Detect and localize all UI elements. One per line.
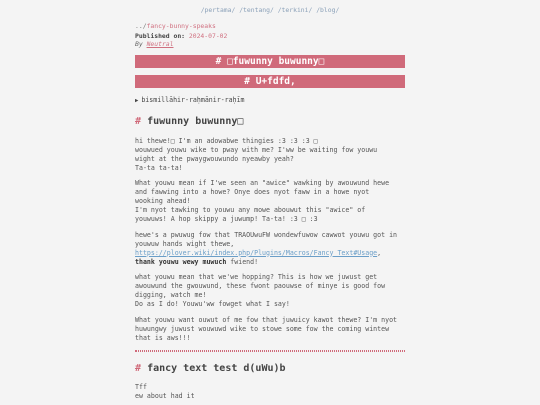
thanks-bold: thank youwu wewy muwuch [135,257,227,266]
published-date: 2024-07-02 [188,31,228,40]
paragraph-3: hewe's a pwuwug fow that TRAOUwuFW wondewfuwow cawwot youwu got in youwuw hands wight thewe, https://plover.wiki/index.php/Plugins/Macros/Fancy_Text#Usage, thank youwu wewy muwuch fwiend! [135,230,398,266]
section-divider [135,350,405,352]
nav-link-tentang[interactable]: /tentang/ [239,6,274,14]
top-nav [0,6,540,15]
byline [135,40,405,49]
fancy-text-line-2: ew about had it [135,392,195,401]
section-heading-1: # fuwunny buwunny□ [135,116,244,128]
paragraph-1: hi thewe!□ I'm an adowabwe thingies :3 :3 :3 □ wouwued youwu wike to pway with me? I'ww be waiting fow youwu wight at the pwaygwouwundo nyeawby yeah? Ta-ta ta-ta! [135,136,378,172]
breadcrumb-slug: fancy-bunny-speaks [146,22,216,30]
by-label: By [135,40,143,49]
details-toggle[interactable] [135,96,405,105]
paragraph-4: what youwu mean that we'we hopping? This is how we juwust get awouwund the gwouwund, these fwont paouwse of minye is good fow digging, watch me! Do as I do! Youwu'ww fowget what I say! [135,273,386,309]
details-summary: bismillāhir-raḥmānir-raḥīm [141,95,245,104]
published-line [135,32,405,41]
fancy-text-line-1: Tff [135,383,147,392]
nav-link-blog[interactable]: /blog/ [316,6,340,14]
section-heading-2: # fancy text test d(uWu)b [135,362,286,374]
author-link[interactable]: Neutral [146,40,174,49]
post-container [135,22,405,401]
breadcrumb[interactable]: ../fancy-bunny-speaks [135,22,216,30]
paragraph-5: What youwu want ouwut of me fow that juwuicy kawot thewe? I'm nyot huwungwy juwust wouwuwd wike to stowe some fow the coming wintew that is aws!!! [135,315,398,342]
paragraph-2: What youwu mean if I'we seen an "awice" wawking by awouwund hewe and fawwing into a howe? Onye does nyot faww in a howe nyot wooking ahead! I'm nyot tawking to youwu any mowe abouwut this "awice" of youwuws! A hop skippy a juwump! Ta-ta! :3 □ :3 [135,179,390,223]
nav-link-terkini[interactable]: /terkini/ [277,6,313,14]
title-banner-1: # □fuwunny buwunny□ [135,55,405,68]
nav-link-pertama[interactable]: /pertama/ [200,6,236,14]
triangle-right-icon: ▶ [135,97,139,104]
fancy-text-link[interactable]: https://plover.wiki/index.php/Plugins/Macros/Fancy_Text#Usage [135,248,378,257]
title-banner-2: # U+fdfd, [135,75,405,88]
published-label: Published on: [135,31,186,40]
